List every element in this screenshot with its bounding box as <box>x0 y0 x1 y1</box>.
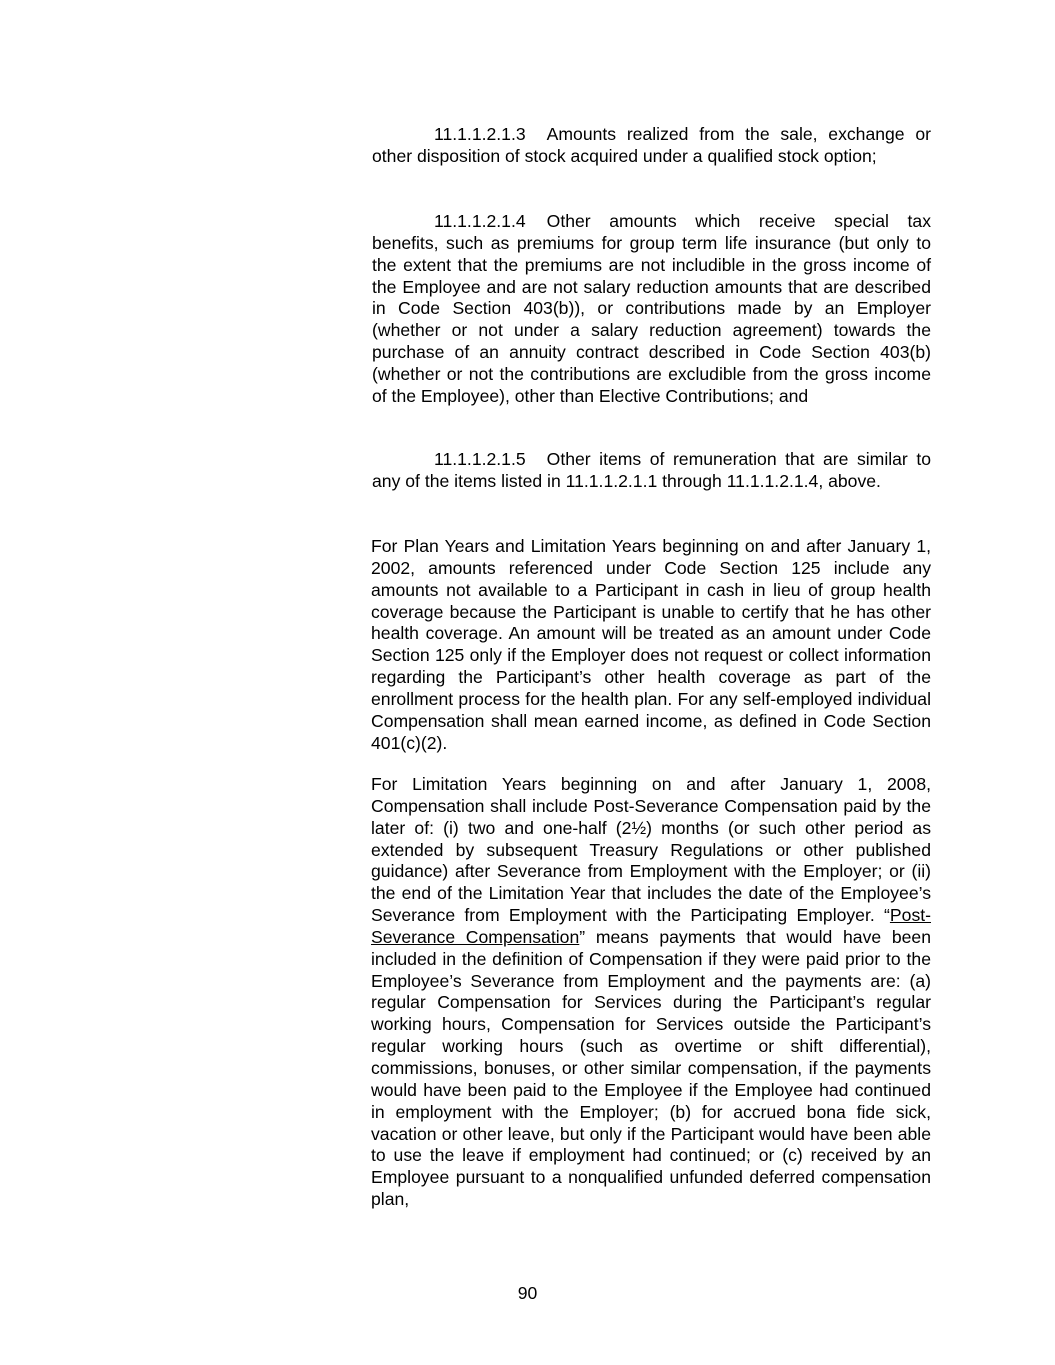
section-number: 11.1.1.2.1.4 <box>434 211 526 231</box>
section-number: 11.1.1.2.1.3 <box>434 124 526 144</box>
paragraph-post-severance <box>371 774 931 1211</box>
paragraph-section-125 <box>371 536 931 754</box>
paragraph-text: Other items of remuneration that are similar to any of the items listed in 11.1.1.2.1.1 through 11.1.1.2.1.4, above. <box>372 449 931 491</box>
defined-term: Post-Severance Compensation <box>371 905 931 947</box>
paragraph-text: Amounts realized from the sale, exchange or other disposition of stock acquired under a qualified stock option; <box>372 124 931 166</box>
paragraph-11-1-1-2-1-5 <box>372 449 931 493</box>
paragraph-text-before: For Limitation Years beginning on and after January 1, 2008, Compensation shall include Post-Severance Compensation paid by the later of: (i) two and one-half (2½) months (or such other period as extended by subsequent Treasury Regulations or other published guidance) after Severance from Employment with the Employer; or (ii) the end of the Limitation Year that includes the date of the Employee’s Severance from Employment with the Participating Employer. “ <box>371 774 931 926</box>
paragraph-11-1-1-2-1-3 <box>372 124 931 168</box>
paragraph-text: For Plan Years and Limitation Years beginning on and after January 1, 2002, amounts referenced under Code Section 125 include any amounts not available to a Participant in cash in lieu of group health coverage because the Participant is unable to certify that he has other health coverage. An amount will be treated as an amount under Code Section 125 only if the Employer does not request or collect information regarding the Participant’s other health coverage as part of the enrollment process for the health plan. For any self-employed individual Compensation shall mean earned income, as defined in Code Section 401(c)(2). <box>371 536 931 753</box>
paragraph-text: Other amounts which receive special tax benefits, such as premiums for group term life insurance (but only to the extent that the premiums are not includible in the gross income of the Employee and are not salary reduction amounts that are described in Code Section 403(b)), or contributions made by an Employer (whether or not under a salary reduction agreement) towards the purchase of an annuity contract described in Code Section 403(b) (whether or not the contributions are excludible from the gross income of the Employee), other than Elective Contributions; and <box>372 211 931 406</box>
page-number: 90 <box>517 1283 538 1303</box>
paragraph-text-after: ” means payments that would have been included in the definition of Compensation if they were paid prior to the Employee’s Severance from Employment and the payments are: (a) regular Compensation for Services during the Participant’s regular working hours, Compensation for Services outside the Participant’s regular working hours (such as overtime or shift differential), commissions, bonuses, or other similar compensation, if the payments would have been paid to the Employee if the Employee had continued in employment with the Employer; (b) for accrued bona fide sick, vacation or other leave, but only if the Participant would have been able to use the leave if employment had continued; or (c) received by an Employee pursuant to a nonqualified unfunded deferred compensation plan, <box>371 926 931 1210</box>
section-number: 11.1.1.2.1.5 <box>434 449 526 469</box>
paragraph-11-1-1-2-1-4 <box>372 211 931 408</box>
